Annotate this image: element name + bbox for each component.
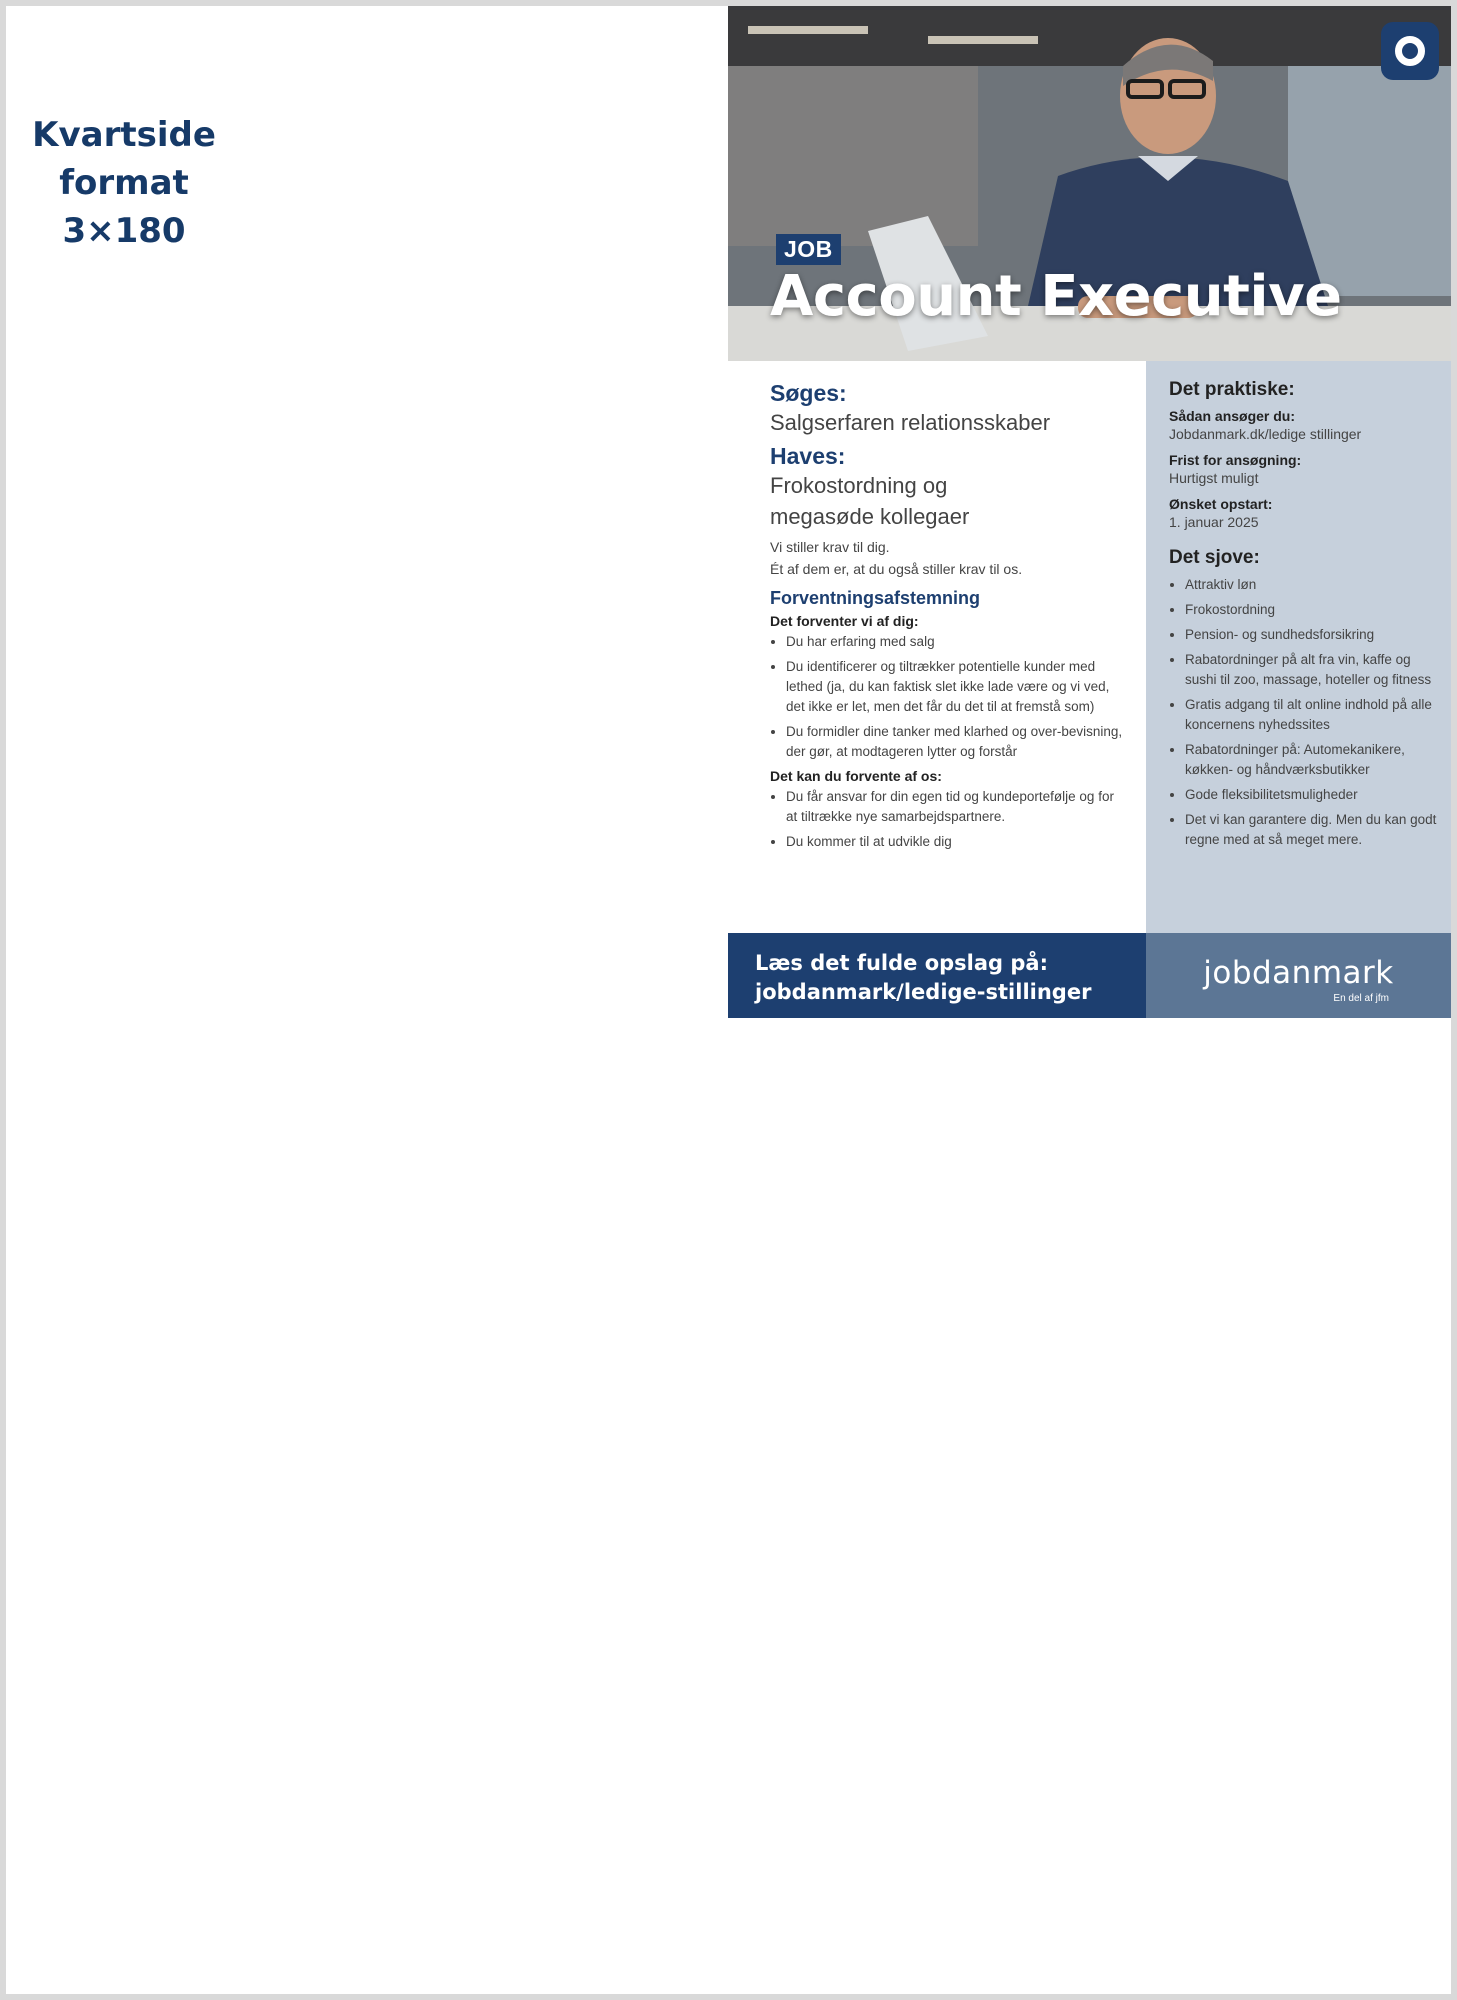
apply-label: Sådan ansøger du: (1169, 408, 1296, 424)
expect-heading: Det forventer vi af dig: (770, 613, 919, 629)
deadline-value: Hurtigst muligt (1169, 470, 1259, 486)
brand-badge-icon (1381, 22, 1439, 80)
haves-text-2: megasøde kollegaer (770, 504, 970, 529)
offer-heading: Det kan du forvente af os: (770, 768, 942, 784)
format-label (24, 111, 224, 255)
haves-text-1: Frokostordning og (770, 473, 948, 498)
cta-line-2: jobdanmark/ledige-stillinger (755, 980, 1092, 1004)
offer-list (770, 787, 1128, 852)
list-item: • Du har erfaring med salg (786, 632, 1128, 652)
practical-heading: Det praktiske: (1169, 379, 1295, 400)
footer-brand (1146, 933, 1451, 1018)
fun-heading: Det sjove: (1169, 547, 1260, 568)
soeges-heading: Søges: (770, 380, 847, 406)
left-column (728, 361, 1146, 933)
right-column (1146, 361, 1451, 933)
list-item: • Du identificerer og tiltrækker potentielle kunder med lethed (ja, du kan faktisk slet ikke lade være og vi ved, det ikke er let, men det får du det til at fremstå som) (786, 657, 1128, 717)
format-label-line1: Kvartside (32, 115, 216, 155)
section-heading: Forventningsafstemning (770, 588, 981, 608)
list-item: • Rabatordninger på alt fra vin, kaffe og sushi til zoo, massage, hoteller og fitness (1185, 650, 1441, 690)
list-item: • Du får ansvar for din egen tid og kundeportefølje og for at tiltrække nye samarbejdspartnere. (786, 787, 1128, 827)
brand-logo: jobdanmark (1203, 955, 1394, 991)
intro-line-2: Ét af dem er, at du også stiller krav til os. (770, 561, 1023, 577)
expect-list (770, 632, 1128, 762)
format-label-line2: format (59, 163, 189, 203)
list-item: • Du formidler dine tanker med klarhed og over-bevisning, der gør, at modtageren lytter og forstår (786, 722, 1128, 762)
haves-heading: Haves: (770, 443, 846, 469)
start-label: Ønsket opstart: (1169, 496, 1273, 512)
list-item: • Pension- og sundhedsforsikring (1185, 625, 1441, 645)
list-item: • Det vi kan garantere dig. Men du kan godt regne med at så meget mere. (1185, 810, 1441, 850)
list-item: • Du kommer til at udvikle dig (786, 832, 1128, 852)
list-item: • Frokostordning (1185, 600, 1441, 620)
job-title: Account Executive (770, 264, 1342, 329)
job-ad (728, 6, 1451, 1018)
list-item: • Rabatordninger på: Automekanikere, køkken- og håndværksbutikker (1185, 740, 1441, 780)
format-label-line3: 3×180 (62, 211, 186, 251)
cta-line-1: Læs det fulde opslag på: (755, 951, 1048, 975)
apply-value: Jobdanmark.dk/ledige stillinger (1169, 426, 1362, 442)
fun-list (1169, 575, 1441, 850)
deadline-label: Frist for ansøgning: (1169, 452, 1302, 468)
soeges-text: Salgserfaren relationsskaber (770, 410, 1051, 435)
list-item: • Gode fleksibilitetsmuligheder (1185, 785, 1441, 805)
page (6, 6, 1451, 1994)
list-item: • Attraktiv løn (1185, 575, 1441, 595)
list-item: • Gratis adgang til alt online indhold på alle koncernens nyhedssites (1185, 695, 1441, 735)
footer-cta (728, 933, 1146, 1018)
intro-line-1: Vi stiller krav til dig. (770, 539, 890, 555)
brand-subtitle: En del af jfm (1333, 993, 1389, 1004)
job-tag: JOB (776, 234, 841, 265)
start-value: 1. januar 2025 (1169, 514, 1259, 530)
hero-photo (728, 6, 1451, 361)
